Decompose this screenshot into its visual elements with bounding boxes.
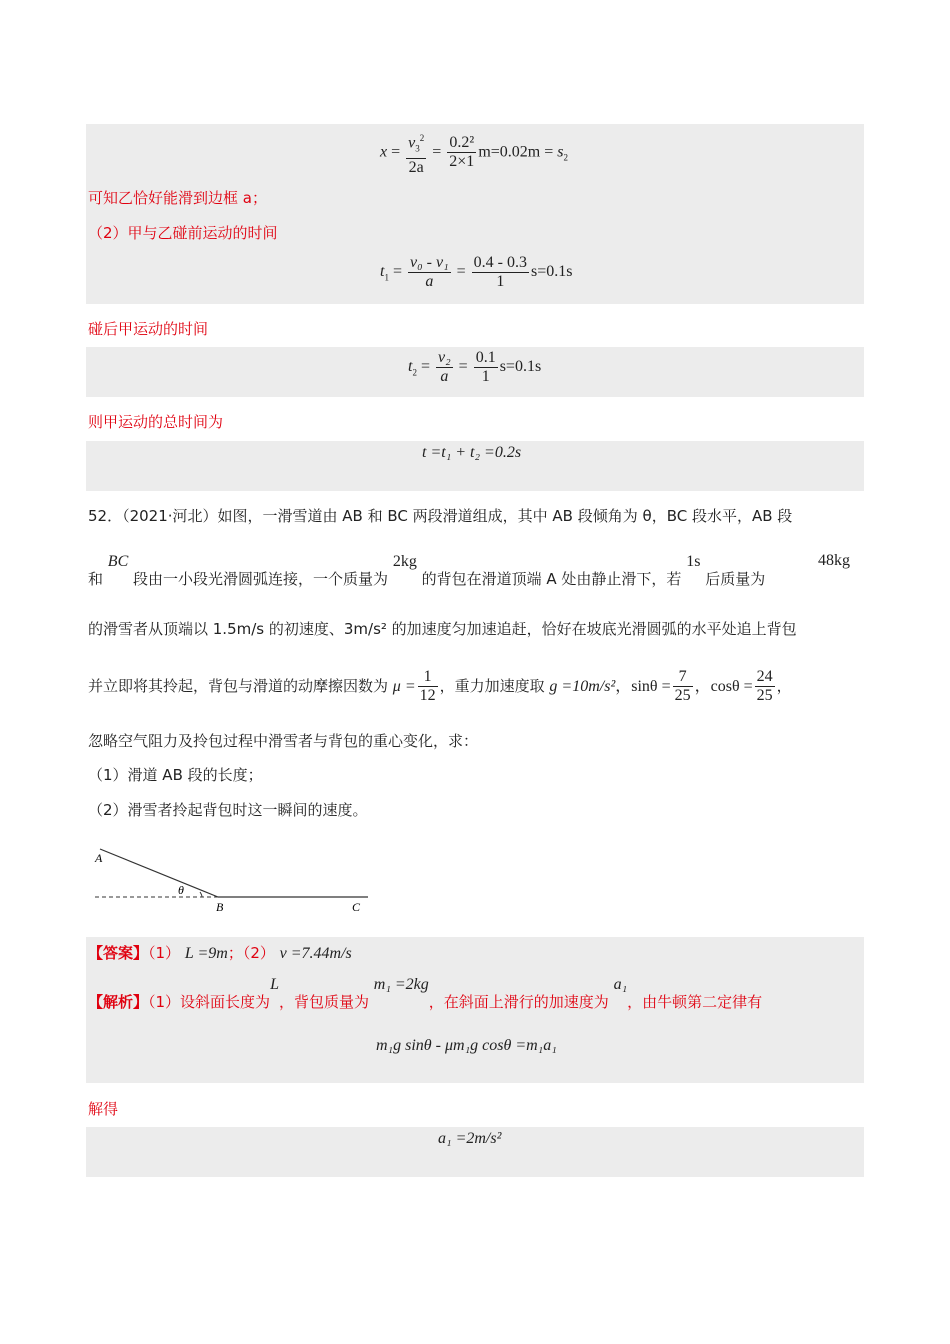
label-b: B (216, 900, 224, 914)
equation-x: x = $\frac{v_3^2}{2a}$ = $\frac{\text{0.2²}}{2\times 1}$ $m=0.02m = s_2$ (380, 129, 568, 177)
slope-figure (90, 842, 380, 917)
total-time-label: 则甲运动的总时间为 (88, 413, 224, 431)
label-theta: θ (178, 883, 184, 897)
part2-heading: （2）甲与乙碰前运动的时间 (88, 224, 278, 242)
equation-result: a₁ =2m/s² (438, 1130, 502, 1147)
equation-newton: m₁g sinθ - μm₁g cosθ =m₁a₁ (376, 1037, 557, 1054)
equation-t1: $t_1$ = $\frac{\text{v₀ - v₁}}{a}$ = $\frac{0.4 - 0.3}{1}$ s=0.1s (380, 254, 573, 290)
problem-mass2: 48kg (818, 552, 850, 569)
question-1: （1）滑道 AB 段的长度； (88, 766, 263, 784)
angle-arc (200, 892, 202, 897)
solve-label: 解得 (88, 1100, 119, 1118)
problem-line-2: 和 BC 段由一小段光滑圆弧连接，一个质量为 2kg 的背包在滑道顶端 A 处由静止滑下，若 1s 后质量为 (88, 553, 766, 588)
equation-total: t =t₁ + t₂ =0.2s (422, 444, 522, 461)
problem-line-5: 忽略空气阻力及拎包过程中滑雪者与背包的重心变化，求： (88, 732, 479, 750)
analysis-line: 【解析】（1）设斜面长度为L，背包质量为 m₁ =2kg，在斜面上滑行的加速度为 a₁，由牛顿第二定律有 (88, 976, 763, 1011)
conclusion-text: 可知乙恰好能滑到边框 a； (88, 189, 267, 207)
problem-line-3: 的滑雪者从顶端以 1.5m/s 的初速度、3m/s² 的加速度匀加速追赶，恰好在坡底光滑圆弧的水平处追上背包 (88, 620, 797, 638)
equation-t2: $t_2$ = $\frac{\text{v₂}}{a}$ = $\frac{0.1}{1}$ s=0.1s (408, 349, 542, 385)
label-c: C (352, 900, 361, 914)
label-a: A (95, 851, 103, 865)
problem-line-4: 并立即将其拎起，背包与滑道的动摩擦因数为 μ = $\frac{1}{12}$ ，重力加速度取 g =10m/s²，sinθ = $\frac{7}{25}$ ，cosθ = $\frac{24}{25}$ ， (88, 668, 792, 704)
question-2: （2）滑雪者拎起背包时这一瞬间的速度。 (88, 801, 368, 819)
answer-line: 【答案】（1） L =9m；（2） v =7.44m/s (88, 944, 352, 962)
after-collision-label: 碰后甲运动的时间 (88, 320, 209, 338)
problem-line-1: 52．（2021·河北）如图，一滑雪道由 AB 和 BC 两段滑道组成，其中 AB 段倾角为 θ，BC 段水平，AB 段 (88, 507, 793, 525)
slope-line-ab (100, 849, 218, 897)
